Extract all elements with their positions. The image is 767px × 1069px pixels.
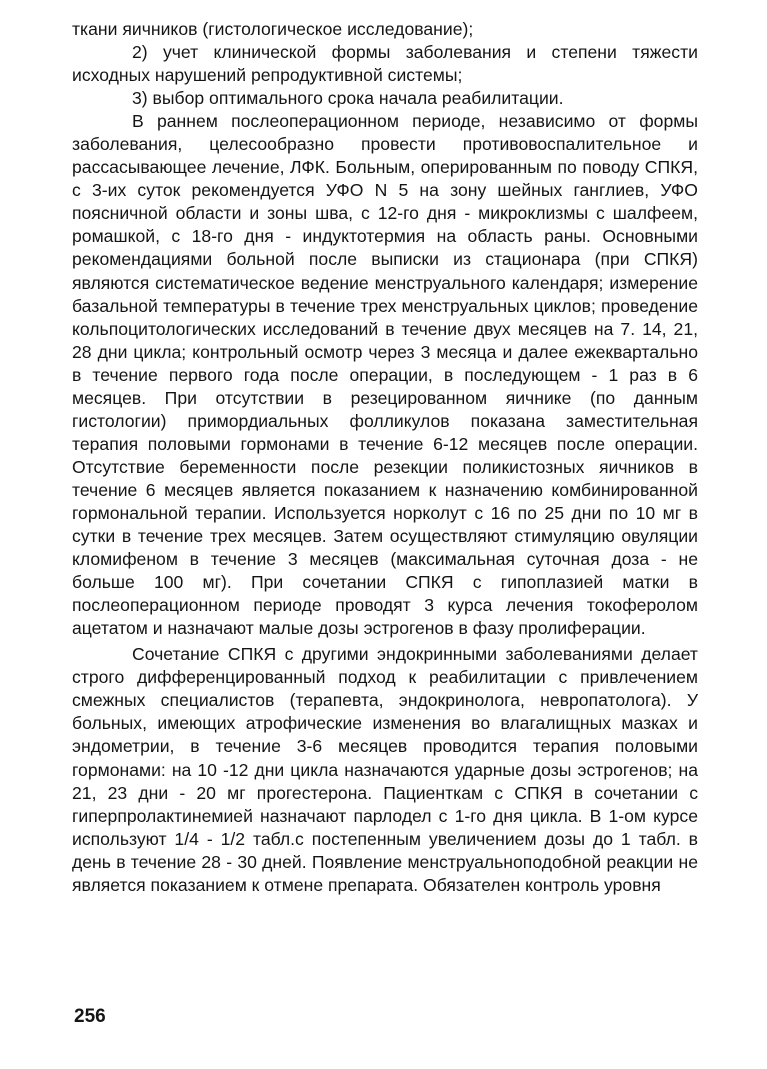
paragraph-item-3: 3) выбор оптимального срока начала реабилитации. bbox=[132, 88, 564, 109]
page-body bbox=[72, 18, 698, 897]
paragraph-postoperative-period: В раннем послеоперационном периоде, независимо от формы заболевания, целесообразно провести противовоспалительное и рассасывающее лечение, ЛФК. Больным, оперированным по поводу СПКЯ, с 3-их суток рекомендуется УФО N 5 на зону шейных ганглиев, УФО поясничной области и зоны шва, с 12-го дня - микроклизмы с шалфеем, ромашкой, с 18-го дня - индуктотермия на область раны. Основными рекомендациями больной после выписки из стационара (при СПКЯ) являются систематическое ведение менструального календаря; измерение базальной температуры в течение трех менструальных циклов; проведение кольпоцитологических исследований в течение двух месяцев на 7. 14, 21, 28 дни цикла; контрольный осмотр через 3 месяца и далее ежеквартально в течение первого года после операции, в последующем - 1 раз в 6 месяцев. При отсутствии в резецированном яичнике (по данным гистологии) примордиальных фолликулов показана заместительная терапия половыми гормонами в течение 6-12 месяцев после операции. Отсутствие беременности после резекции поликистозных яичников в течение 6 месяцев является показанием к назначению комбинированной гормональной терапии. Используется норколут с 16 по 25 дни по 10 мг в сутки в течение трех месяцев. Затем осуществляют стимуляцию овуляции кломифеном в течение 3 месяцев (максимальная суточная доза - не больше 100 мг). При сочетании СПКЯ с гипоплазией матки в послеоперационном периоде проводят 3 курса лечения токоферолом ацетатом и назначают малые дозы эстрогенов в фазу пролиферации. bbox=[72, 111, 698, 639]
paragraph-endocrine-combination: Сочетание СПКЯ с другими эндокринными заболеваниями делает строго дифференцированный подход к реабилитации с привлечением смежных специалистов (терапевта, эндокринолога, невропатолога). У больных, имеющих атрофические изменения во влагалищных мазках и эндометрии, в течение 3-6 месяцев проводится терапия половыми гормонами: на 10 -12 дни цикла назначаются ударные дозы эстрогенов; на 21, 23 дни - 20 мг прогестерона. Пациенткам с СПКЯ в сочетании с гиперпролактинемией назначают парлодел с 1-го дня цикла. В 1-ом курсе используют 1/4 - 1/2 табл.с постепенным увеличением дозы до 1 табл. в день в течение 28 - 30 дней. Появление менструальноподобной реакции не является показанием к отмене препарата. Обязателен контроль уровня bbox=[72, 644, 698, 895]
paragraph-item-2: 2) учет клинической формы заболевания и степени тяжести исходных нарушений репродуктивной системы; bbox=[72, 42, 698, 86]
page-number: 256 bbox=[74, 1006, 106, 1027]
paragraph-continuation: ткани яичников (гистологическое исследование); bbox=[72, 19, 474, 39]
